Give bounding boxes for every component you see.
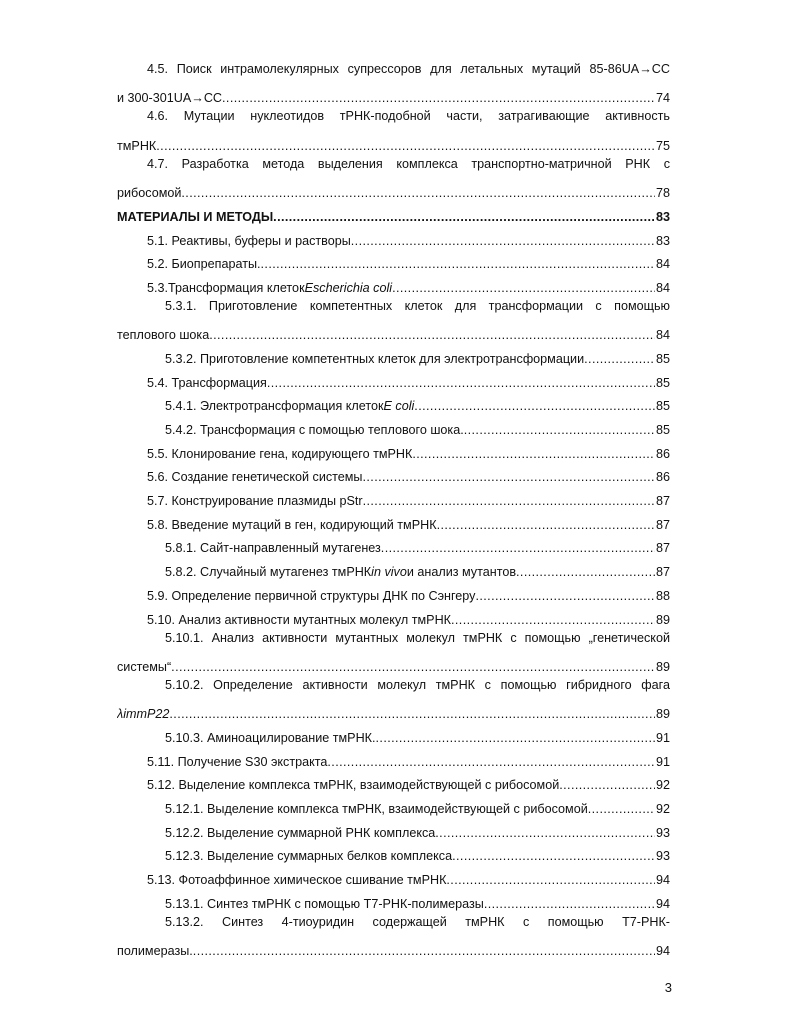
toc-entry-title: 5.3.Трансформация клеток — [147, 280, 305, 295]
toc-entry-title: 5.13. Фотоаффинное химическое сшивание тмРНК — [147, 873, 447, 888]
dot-leader — [475, 589, 655, 603]
toc-entry-title: 5.8. Введение мутаций в ген, кодирующий тмРНК — [147, 517, 437, 532]
toc-entry — [117, 484, 670, 508]
dot-leader — [327, 755, 655, 769]
toc-entry-title: 5.3.2. Приготовление компетентных клеток для электротрансформации — [165, 351, 585, 366]
toc-entry-title: 5.3.1. Приготовление компетентных клеток для трансформации с помощью — [165, 298, 670, 313]
toc-entry-title: 5.11. Получение S30 экстракта — [147, 754, 328, 769]
dot-leader — [452, 849, 655, 863]
toc-page-number: 85 — [655, 351, 670, 366]
toc-entry-title: 5.10. Анализ активности мутантных молекул тмРНК — [147, 612, 451, 627]
toc-entry-title: системы“ — [117, 659, 172, 674]
dot-leader — [171, 660, 655, 674]
toc-entry-title: 5.8.1. Сайт-направленный мутагенез — [165, 541, 381, 556]
dot-leader — [209, 328, 655, 342]
dot-leader — [484, 897, 655, 911]
dot-leader — [351, 234, 655, 248]
dot-leader — [446, 873, 655, 887]
table-of-contents — [117, 58, 670, 958]
dot-leader — [559, 778, 655, 792]
toc-page-number: 94 — [655, 873, 670, 888]
toc-entry — [117, 271, 670, 295]
toc-entry-title: 5.13.2. Синтез 4-тиоуридин содержащей тмРНК с помощью Т7-РНК- — [165, 914, 670, 929]
toc-entry — [117, 603, 670, 627]
toc-page-number: 92 — [655, 802, 670, 816]
toc-entry — [117, 390, 670, 414]
toc-page-number: 89 — [655, 659, 670, 674]
toc-entry-title: 5.12.2. Выделение суммарной РНК комплекса — [165, 825, 436, 840]
toc-page-number: 87 — [655, 517, 670, 532]
toc-entry-title: 5.4.2. Трансформация с помощью теплового шока. — [165, 423, 464, 437]
toc-entry-title: 5.9. Определение первичной структуры ДНК по Сэнгеру — [147, 588, 476, 603]
toc-page-number: 85 — [655, 399, 670, 414]
toc-entry — [117, 555, 670, 579]
toc-entry — [117, 627, 670, 674]
toc-entry — [117, 911, 670, 958]
toc-page-number: 78 — [655, 186, 670, 201]
dot-leader — [414, 399, 655, 413]
toc-entry — [117, 508, 670, 532]
toc-entry-title: 5.12.3. Выделение суммарных белков комплекса — [165, 849, 453, 864]
toc-entry-italic: λimmP22 — [117, 707, 170, 722]
toc-page-number: 85 — [655, 423, 670, 437]
dot-leader — [267, 376, 655, 390]
toc-page-number: 84 — [655, 257, 670, 272]
dot-leader — [261, 257, 655, 271]
toc-entry-title: МАТЕРИАЛЫ И МЕТОДЫ — [117, 209, 274, 224]
toc-entry-italic: Escherichia coli — [304, 280, 393, 295]
toc-page-number: 87 — [655, 494, 670, 509]
toc-entry-title: 5.10.1. Анализ активности мутантных молекул тмРНК с помощью „генетической — [165, 630, 670, 645]
toc-entry — [117, 863, 670, 887]
toc-entry — [117, 295, 670, 342]
toc-entry — [117, 437, 670, 461]
toc-entry — [117, 58, 670, 105]
toc-page-number: 84 — [655, 328, 670, 343]
toc-page-number: 74 — [655, 91, 670, 106]
toc-entry — [117, 248, 670, 272]
dot-leader — [451, 613, 655, 627]
toc-entry — [117, 721, 670, 745]
dot-leader — [363, 494, 655, 508]
toc-entry-title: 5.12.1. Выделение комплекса тмРНК, взаимодействующей с рибосомой — [165, 802, 588, 816]
toc-entry-title: 5.12. Выделение комплекса тмРНК, взаимодействующей с рибосомой — [147, 778, 560, 793]
toc-page-number: 84 — [655, 280, 670, 295]
dot-leader — [222, 91, 655, 105]
dot-leader — [376, 731, 655, 745]
toc-entry-title: тмРНК — [117, 138, 157, 153]
toc-entry-title: 5.13.1. Синтез тмРНК с помощью Т7-РНК-полимеразы — [165, 896, 484, 911]
toc-page-number: 88 — [655, 588, 670, 603]
page-number: 3 — [664, 980, 672, 995]
dot-leader — [588, 802, 655, 816]
toc-page-number: 89 — [655, 612, 670, 627]
toc-entry — [117, 224, 670, 248]
dot-leader — [193, 944, 655, 958]
dot-leader — [169, 707, 655, 721]
dot-leader — [363, 470, 655, 484]
toc-entry-title: 5.10.2. Определение активности молекул тмРНК с помощью гибридного фага — [165, 677, 670, 692]
toc-page-number: 75 — [655, 138, 670, 153]
toc-page-number: 86 — [655, 446, 670, 461]
toc-entry-title: 4.7. Разработка метода выделения комплекса транспортно-матричной РНК с — [147, 156, 670, 171]
toc-entry — [117, 579, 670, 603]
toc-entry-title: теплового шока — [117, 328, 210, 343]
toc-page-number: 94 — [655, 896, 670, 911]
toc-entry — [117, 840, 670, 864]
toc-entry — [117, 745, 670, 769]
toc-entry-title: 5.4.1. Электротрансформация клеток — [165, 399, 384, 414]
toc-entry-title: 5.4. Трансформация — [147, 375, 267, 390]
toc-page-number: 87 — [655, 541, 670, 556]
dot-leader — [584, 352, 655, 366]
toc-page-number: 91 — [655, 730, 670, 745]
toc-entry-title: полимеразы. — [117, 944, 193, 959]
toc-page-number: 93 — [655, 849, 670, 864]
toc-page-number: 83 — [655, 209, 670, 224]
toc-entry — [117, 461, 670, 485]
toc-entry-title: и 300-301UA→CC — [117, 91, 223, 106]
toc-entry — [117, 532, 670, 556]
toc-entry-title: 4.6. Мутации нуклеотидов тРНК-подобной части, затрагивающие активность — [147, 109, 670, 124]
dot-leader — [392, 281, 655, 295]
toc-entry-title: 4.5. Поиск интрамолекулярных супрессоров для летальных мутаций 85-86UA→CC — [147, 62, 670, 76]
toc-entry — [117, 366, 670, 390]
dot-leader — [273, 210, 655, 224]
dot-leader — [435, 826, 655, 840]
toc-entry — [117, 816, 670, 840]
toc-page-number: 94 — [655, 944, 670, 959]
toc-entry-title: 5.10.3. Аминоацилирование тмРНК. — [165, 730, 376, 745]
toc-entry — [117, 200, 670, 224]
toc-entry-italic: E coli — [383, 399, 415, 414]
toc-entry — [117, 769, 670, 793]
toc-page-number: 86 — [655, 470, 670, 485]
toc-entry-title: 5.8.2. Случайный мутагенез тмРНК — [165, 565, 372, 580]
toc-entry — [117, 792, 670, 816]
dot-leader — [516, 565, 655, 579]
toc-page-number: 93 — [655, 825, 670, 840]
dot-leader — [181, 186, 655, 200]
dot-leader — [437, 518, 655, 532]
dot-leader — [412, 447, 655, 461]
dot-leader — [464, 423, 655, 437]
toc-entry — [117, 413, 670, 437]
dot-leader — [381, 541, 655, 555]
toc-page-number: 91 — [655, 754, 670, 769]
toc-entry-italic: in vivo — [371, 565, 407, 580]
toc-page-number: 83 — [655, 233, 670, 248]
toc-entry — [117, 887, 670, 911]
toc-entry-title-tail: и анализ мутантов — [406, 565, 517, 580]
toc-entry-title: рибосомой — [117, 186, 182, 201]
toc-page-number: 89 — [655, 707, 670, 722]
toc-entry-title: 5.7. Конструирование плазмиды pStr — [147, 494, 363, 509]
toc-entry — [117, 342, 670, 366]
toc-entry — [117, 153, 670, 200]
toc-entry — [117, 105, 670, 152]
dot-leader — [156, 139, 655, 153]
toc-page-number: 85 — [655, 375, 670, 390]
toc-entry — [117, 674, 670, 721]
toc-entry-title: 5.1. Реактивы, буферы и растворы — [147, 233, 351, 248]
toc-entry-title: 5.5. Клонирование гена, кодирующего тмРНК — [147, 446, 413, 461]
toc-entry-title: 5.2. Биопрепараты. — [147, 257, 261, 272]
toc-page-number: 87 — [655, 565, 670, 580]
toc-entry-title: 5.6. Создание генетической системы — [147, 470, 363, 485]
toc-page-number: 92 — [655, 778, 670, 793]
